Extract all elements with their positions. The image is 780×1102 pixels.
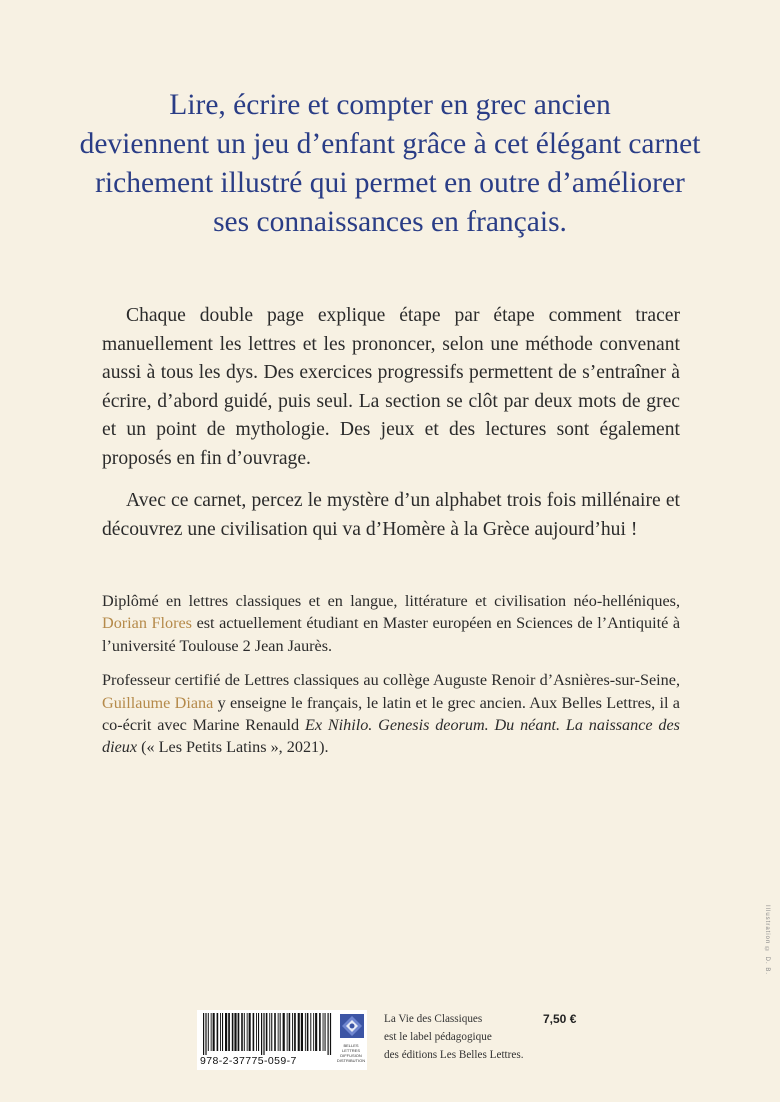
bio-text: (« Les Petits Latins », 2021). bbox=[137, 738, 329, 757]
author-bios bbox=[102, 590, 680, 771]
bio-text: Diplômé en lettres classiques et en langue, littérature et civilisation néo-helléniques, bbox=[102, 592, 680, 610]
bio-text: Professeur certifié de Lettres classiques au collège Auguste Renoir d’Asnières-sur-Seine, bbox=[102, 671, 680, 690]
label-line: La Vie des Classiques bbox=[384, 1013, 483, 1025]
footer bbox=[197, 1010, 617, 1080]
barcode-icon bbox=[201, 1013, 335, 1055]
bio-text: est actuellement étudiant en Master européen en Sciences de l’Antiquité à l’université Toulouse 2 Jean Jaurès. bbox=[102, 614, 681, 655]
side-credit bbox=[762, 905, 776, 1065]
distributor-logo-icon bbox=[340, 1014, 364, 1038]
barcode-panel bbox=[197, 1010, 367, 1070]
book-title: Ex Nihilo. Genesis deorum. Du néant. La naissance des dieux bbox=[102, 716, 680, 757]
logo-caption: BELLES LETTRES DIFFUSION DISTRIBUTION bbox=[336, 1043, 366, 1063]
author-name: Dorian Flores bbox=[102, 614, 192, 633]
isbn: 978-2-37775-059-7 bbox=[200, 1055, 297, 1067]
tagline-line: deviennent un jeu d’enfant grâce à cet élégant carnet bbox=[79, 128, 701, 160]
label-line: des éditions Les Belles Lettres. bbox=[384, 1049, 524, 1061]
tagline-line: ses connaissances en français. bbox=[213, 206, 567, 238]
bio-dorian-flores bbox=[102, 590, 680, 657]
credit-text: Illustration © D. B. bbox=[764, 905, 770, 976]
description-paragraph: Chaque double page explique étape par étape comment tracer manuellement les lettres et les prononcer, selon une méthode convenant aussi à tous les dys. Des exercices progressifs permettent de s’entraîner à écrire, d’abord guidé, puis seul. La section se clôt par deux mots de grec et un point de mythologie. Des jeux et des lectures sont également proposés en fin d’ouvrage. bbox=[102, 305, 680, 469]
publisher-label bbox=[384, 1010, 534, 1064]
tagline-line: Lire, écrire et compter en grec ancien bbox=[169, 89, 611, 121]
bio-guillaume-diana bbox=[102, 669, 680, 759]
bio-text: y enseigne le français, le latin et le grec ancien. Aux Belles Lettres, il a co-écrit avec Marine Renauld bbox=[102, 693, 680, 735]
price: 7,50 € bbox=[543, 1012, 577, 1026]
tagline bbox=[60, 86, 720, 242]
label-line: est le label pédagogique bbox=[384, 1031, 492, 1043]
description-paragraph: Avec ce carnet, percez le mystère d’un alphabet trois fois millénaire et découvrez une civilisation qui va d’Homère à la Grèce aujourd’hui ! bbox=[102, 490, 680, 540]
description bbox=[102, 302, 680, 558]
tagline-line: richement illustré qui permet en outre d’améliorer bbox=[95, 167, 685, 199]
author-name: Guillaume Diana bbox=[102, 693, 214, 712]
